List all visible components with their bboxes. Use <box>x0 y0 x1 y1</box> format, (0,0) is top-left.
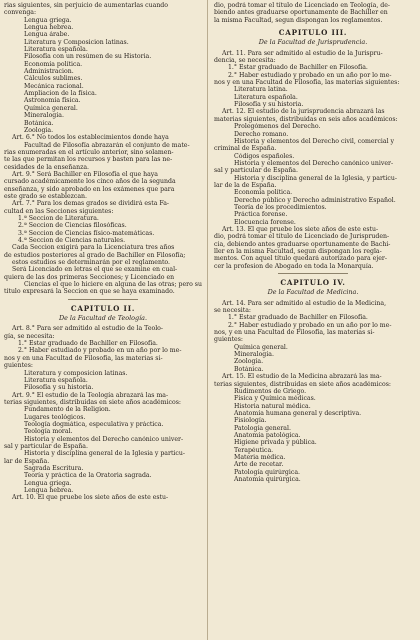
left-top-text <box>4 2 202 296</box>
text-line: lar de la de España. <box>214 181 277 189</box>
right-mid-text <box>214 50 412 270</box>
text-line: Literatura española. <box>234 93 298 101</box>
left-bottom-text <box>4 325 202 501</box>
text-line: título expresará la Seccion en que se haya examinado. <box>4 288 175 296</box>
text-line: Patología quirúrgica. <box>234 468 300 476</box>
text-line: Historia y elementos del Derecho civil, comercial y <box>234 137 395 145</box>
text-line: cia, debiendo antes graduarse oportunamente de Bachi- <box>214 240 391 248</box>
text-line: 1.° Estar graduado de Bachiller en Filosofía. <box>228 314 368 322</box>
text-line: enseñanza, y sido aprobado en los exámenes que para <box>4 185 175 193</box>
text-line: Física y Química médicas. <box>234 395 316 403</box>
text-line: sal y particular de España. <box>4 442 88 450</box>
text-line: 3.ª Seccion de Ciencias físico-matemáticas. <box>18 229 155 237</box>
text-line: Literatura española. <box>24 376 88 384</box>
text-line: 2.ª Seccion de Ciencias filosóficas. <box>18 222 127 230</box>
right-column <box>214 2 412 636</box>
text-line: 1.° Estar graduado de Bachiller en Filosofía. <box>18 340 158 348</box>
text-line: Anatomía quirúrgica. <box>234 475 301 483</box>
left-column <box>4 2 202 636</box>
text-line: Astronomía física. <box>24 97 81 105</box>
text-line: Lengua griega. <box>24 16 72 24</box>
right-bottom-text <box>214 300 412 484</box>
text-line: Filosofía con un resúmen de su Historia. <box>24 53 152 61</box>
text-line: Ampliacion de la física. <box>24 90 97 98</box>
text-line: Historia y elementos del Derecho canónico univer- <box>24 435 184 443</box>
text-line: Rudimentos de Griego. <box>234 387 307 395</box>
text-line: Lengua hebrea. <box>24 487 74 494</box>
text-line: cer la profesion de Abogado en toda la Monarquía. <box>214 262 374 270</box>
text-line: Art. 15. El estudio de la Medicina abrazará las ma- <box>222 373 382 381</box>
text-line: criminal de España. <box>214 145 277 153</box>
text-line: materias siguientes, distribuidas en seis años académicos: <box>214 115 398 123</box>
text-line: Economía política. <box>234 189 293 197</box>
text-line: Mineralogía. <box>24 112 64 120</box>
text-line: Botánica. <box>24 119 54 127</box>
section-rule <box>68 299 138 300</box>
text-line: Cálculos sublimes. <box>24 75 83 83</box>
text-line: Derecho romano. <box>234 130 289 138</box>
text-line: Lengua árabe. <box>24 31 70 39</box>
text-line: este grado se establezcan. <box>4 192 87 200</box>
text-line: convenga: <box>4 9 37 17</box>
text-line: te las que permitan los recursos y basten para las ne- <box>4 156 173 164</box>
text-line: Higiene privada y pública. <box>234 439 317 447</box>
text-line: se necesita: <box>214 307 251 315</box>
text-line: Art. 13. El que pruebe los siete años de este estu- <box>222 225 379 233</box>
text-line: dencia, se necesita: <box>214 57 276 65</box>
text-line: Administracion. <box>24 68 74 76</box>
text-line: Será Licenciado en letras el que se examine en cual- <box>12 266 178 274</box>
text-line: guientes: <box>4 362 33 370</box>
text-line: Historia y disciplina general de la Iglesia y particu- <box>24 450 185 458</box>
text-line: 2.° Haber estudiado y probado en un año por lo me- <box>228 321 392 329</box>
text-line: Química general. <box>234 343 288 351</box>
text-line: Literatura española. <box>24 46 88 54</box>
right-top-text <box>214 2 412 24</box>
text-line: Práctica forense. <box>234 211 288 219</box>
text-line: Art. 11. Para ser admitido al estudio de la Jurispru- <box>222 49 383 57</box>
text-line: la misma Facultad, segun dispongan los reglamentos. <box>214 16 383 24</box>
text-line: dio, podrá tomar el título de Licenciado en Teología, de- <box>214 2 390 9</box>
text-line: Terapéutica. <box>234 446 274 454</box>
chapter-2-heading: CAPITULO II. <box>70 303 136 313</box>
text-line: de estudios posteriores al grado de Bachiller en Filosofía; <box>4 251 186 259</box>
text-line: Teología dogmática, especulativa y práctica. <box>24 420 164 428</box>
text-line: Historia y disciplina general de la Iglesia, y particu- <box>234 174 397 182</box>
text-line: 4.ª Seccion de Ciencias naturales. <box>18 237 126 244</box>
text-line: nos y en una Facultad de Filosofía, las materias si- <box>4 354 163 362</box>
chapter-4-subtitle: De la Facultad de Medicina. <box>267 288 359 297</box>
text-line: Sagrada Escritura. <box>24 464 84 472</box>
text-line: rias enumeradas en el artículo anterior, sino solamen- <box>4 148 174 156</box>
text-line: rias siguientes, sin perjuicio de aumentarlas cuando <box>4 2 168 9</box>
text-line: Art. 7.° Para los demas grados se dividirá esta Fa- <box>12 200 170 208</box>
text-line: Cada Seccion exigirá para la Licenciatura tres años <box>12 244 175 252</box>
text-line: Mineralogía. <box>234 351 274 359</box>
text-line: Teoría y práctica de la Oratoria sagrada. <box>24 472 152 480</box>
text-line: sal y particular de España. <box>214 167 298 175</box>
text-line: cesidades de la enseñanza. <box>4 163 89 171</box>
text-line: Art. 9.° El estudio de la Teología abrazará las ma- <box>12 391 169 399</box>
text-line: Fisiología. <box>234 417 267 425</box>
text-line: Literatura y composicion latinas. <box>24 369 128 377</box>
text-line: Prolegómenos del Derecho. <box>234 123 321 131</box>
text-line: 1.° Estar graduado de Bachiller en Filosofía. <box>228 64 368 72</box>
text-line: Filosofía y su historia. <box>24 384 94 392</box>
text-line: Anatomía patológica. <box>234 431 301 439</box>
text-line: Mecánica racional. <box>24 82 84 90</box>
text-line: Art. 9.° Será Bachiller en Filosofía el que haya <box>12 170 158 178</box>
text-line: Fundamento de la Religion. <box>24 406 111 414</box>
column-divider <box>207 0 208 640</box>
text-line: Zoología. <box>234 358 264 366</box>
text-line: Química general. <box>24 104 78 112</box>
text-line: Art. 12. El estudio de la jurisprudencia abrazará las <box>222 108 385 116</box>
text-line: Art. 10. El que pruebe los siete años de este estu- <box>12 494 169 502</box>
text-line: nos, y en una Facultad de Filosofía, las materias si- <box>214 329 375 337</box>
text-line: Teoría de los procedimientos. <box>234 203 327 211</box>
text-line: Códigos españoles. <box>234 152 295 160</box>
text-line: Historia y elementos del Derecho canónico univer- <box>234 159 394 167</box>
text-line: nos y en una Facultad de Filosofía, las materias siguientes: <box>214 79 400 87</box>
text-line: terias siguientes, distribuidas en siete años académicos: <box>214 380 392 388</box>
text-line: Literatura y Composicion latinas. <box>24 38 129 46</box>
text-line: Art. 8.° Para ser admitido al estudio de la Teolo- <box>12 325 164 333</box>
text-line: Ciencias el que lo hiciere en alguna de las otras; pero su <box>24 281 202 289</box>
text-line: Elocuencia forense. <box>234 218 296 226</box>
text-line: Art. 14. Para ser admitido al estudio de la Medicina, <box>222 299 387 307</box>
chapter-2-subtitle: De la Facultad de Teología. <box>58 314 148 323</box>
text-line: gía, se necesita: <box>4 332 55 340</box>
chapter-3-subtitle: De la Facultad de Jurisprudencia. <box>258 38 368 47</box>
text-line: Lengua griega. <box>24 479 72 487</box>
text-line: Art. 6.° No todos los establecimientos donde haya <box>12 134 169 142</box>
text-line: Historia natural médica. <box>234 402 311 410</box>
text-line: estos estudios se determinarán por el reglamento. <box>12 259 171 267</box>
text-line: Zoología. <box>24 126 54 134</box>
text-line: cultad en las Secciones siguientes: <box>4 207 114 215</box>
text-line: quiera de las dos primeras Secciones; y Licenciado en <box>4 273 175 281</box>
text-line: Patología general. <box>234 424 291 432</box>
text-line: Derecho público y Derecho administrativo Español. <box>234 196 396 204</box>
text-line: Arte de recetar. <box>234 461 284 469</box>
text-line: lar de España. <box>4 457 50 465</box>
text-line: cursado académicamente los cinco años de la segunda <box>4 178 176 186</box>
text-line: dio, podrá tomar el título de Licenciado de Jurispruden- <box>214 233 390 241</box>
section-rule <box>278 273 348 274</box>
text-line: mentos. Con aquel título quedará autorizado para ejer- <box>214 255 387 263</box>
text-line: Economía política. <box>24 60 83 68</box>
text-line: ller en la misma Facultad, segun dispongan los regla- <box>214 248 382 255</box>
chapter-3-heading: CAPITULO III. <box>278 28 348 38</box>
text-line: biendo antes graduarse oportunamente de Bachiller en <box>214 9 388 17</box>
text-line: guientes: <box>214 336 243 344</box>
text-line: Anatomía humana general y descriptiva. <box>234 409 362 417</box>
text-line: terias siguientes, distribuidas en siete años académicos: <box>4 398 182 406</box>
text-line: Literatura latina. <box>234 86 288 94</box>
text-line: Facultad de Filosofía abrazarán el conjunto de mate- <box>24 141 190 149</box>
chapter-4-heading: CAPITULO IV. <box>280 278 346 288</box>
text-line: Botánica. <box>234 365 264 373</box>
text-line: Filosofía y su historia. <box>234 101 304 109</box>
text-line: 1.ª Seccion de Literatura. <box>18 214 99 222</box>
text-line: 2.° Haber estudiado y probado en un año por lo me- <box>228 71 392 79</box>
text-line: Teología moral. <box>24 428 73 436</box>
text-line: Lengua hebrea. <box>24 24 74 32</box>
text-line: 2.° Haber estudiado y probado en un año por lo me- <box>18 347 182 355</box>
text-line: Lugares teológicos. <box>24 413 86 421</box>
text-line: Materia médica. <box>234 453 286 461</box>
